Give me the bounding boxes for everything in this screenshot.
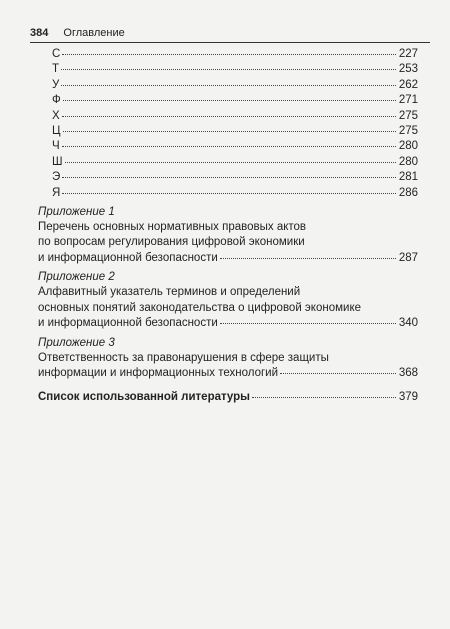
toc-entry-label: Я	[52, 186, 61, 199]
dot-leader	[280, 373, 396, 374]
toc-entry-letter[interactable]	[52, 47, 418, 62]
appendix-title: Приложение 2	[38, 271, 115, 284]
appendix-text-line: и информационной безопасности	[38, 317, 218, 330]
toc-entry-page: 368	[398, 366, 418, 379]
toc-entry-page: 253	[398, 63, 418, 76]
page-number: 384	[30, 27, 49, 39]
toc-entry-label: Ц	[52, 125, 61, 138]
dot-leader	[61, 69, 396, 70]
toc-entry-label: С	[52, 48, 61, 60]
toc-entry-page: 286	[398, 186, 418, 199]
toc-entry-page: 280	[398, 140, 418, 153]
toc-entry-label: Ш	[52, 155, 63, 168]
toc-entry-page: 287	[398, 251, 418, 264]
dot-leader	[62, 193, 396, 194]
appendix-title: Приложение 3	[38, 336, 115, 349]
toc-entry-appendix-3[interactable]	[38, 336, 418, 382]
toc-entry-label: Э	[52, 171, 61, 184]
toc-entry-label: Т	[52, 63, 60, 76]
appendix-text-line: и информационной безопасности	[38, 251, 218, 264]
toc-entry-letter[interactable]	[52, 139, 418, 154]
bibliography-label: Список использованной литературы	[38, 391, 250, 404]
appendix-text-line: информации и информационных технологий	[38, 366, 279, 379]
toc-entry-appendix-1[interactable]	[38, 205, 418, 266]
appendix-last-line	[38, 366, 418, 381]
dot-leader	[220, 258, 396, 259]
toc-entry-page: 227	[398, 48, 418, 60]
toc-entry-page: 275	[398, 125, 418, 138]
index-letters-list	[52, 47, 418, 201]
toc-entry-page: 271	[398, 94, 418, 107]
toc-entry-letter[interactable]	[52, 78, 418, 93]
dot-leader	[62, 146, 396, 147]
running-header	[30, 26, 430, 43]
appendix-last-line	[38, 316, 418, 331]
dot-leader	[63, 100, 396, 101]
toc-entry-label: У	[52, 78, 60, 91]
toc-entry-label: Х	[52, 109, 60, 122]
toc-entry-label: Ф	[52, 94, 61, 107]
toc-entry-letter[interactable]	[52, 186, 418, 201]
dot-leader	[62, 116, 396, 117]
appendix-text-line: Перечень основных нормативных правовых актов	[38, 221, 307, 234]
toc-entry-page: 281	[398, 171, 418, 184]
toc-entry-letter[interactable]	[52, 93, 418, 108]
toc-entry-letter[interactable]	[52, 155, 418, 170]
toc-entry-label: Ч	[52, 140, 60, 153]
toc-entry-page: 340	[398, 317, 418, 330]
table-of-contents	[38, 47, 418, 406]
appendix-text-line: основных понятий законодательства о цифровой экономике	[38, 301, 361, 314]
toc-entry-letter[interactable]	[52, 124, 418, 139]
toc-entry-appendix-2[interactable]	[38, 270, 418, 331]
appendix-text-line: Ответственность за правонарушения в сфере защиты	[38, 351, 329, 364]
toc-entry-letter[interactable]	[52, 170, 418, 185]
dot-leader	[62, 177, 396, 178]
appendix-text-line: по вопросам регулирования цифровой экономики	[38, 236, 305, 249]
dot-leader	[62, 54, 396, 55]
dot-leader	[252, 397, 396, 398]
dot-leader	[63, 131, 396, 132]
dot-leader	[220, 323, 396, 324]
appendix-last-line	[38, 251, 418, 266]
toc-entry-page: 280	[398, 155, 418, 168]
toc-entry-letter[interactable]	[52, 109, 418, 124]
running-header-title: Оглавление	[63, 27, 125, 39]
appendix-text-line: Алфавитный указатель терминов и определений	[38, 286, 301, 299]
dot-leader	[65, 162, 396, 163]
toc-entry-page: 262	[398, 78, 418, 91]
appendix-title: Приложение 1	[38, 206, 115, 219]
toc-entry-letter[interactable]	[52, 62, 418, 77]
toc-entry-bibliography[interactable]	[38, 390, 418, 405]
dot-leader	[61, 85, 396, 86]
toc-entry-page: 379	[398, 391, 418, 404]
toc-entry-page: 275	[398, 109, 418, 122]
